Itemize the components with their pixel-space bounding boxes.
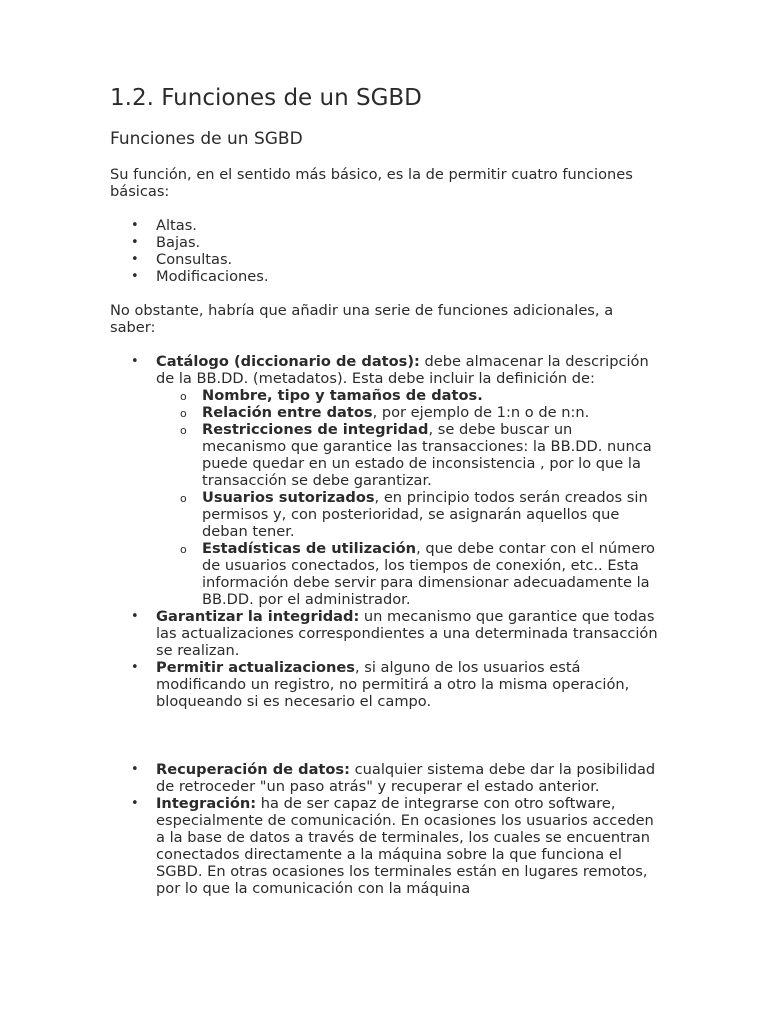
document-page <box>110 84 658 897</box>
sublist-item <box>156 404 658 421</box>
more-functions-list <box>110 761 658 897</box>
sublist-item <box>156 489 658 540</box>
item-term: Catálogo (diccionario de datos): <box>156 353 420 370</box>
list-item-integration <box>110 795 658 897</box>
item-text: un mecanismo que garantice que todas las actualizaciones correspondientes a una determinada transacción se realizan. <box>156 608 658 659</box>
item-text: ha de ser capaz de integrarse con otro software, especialmente de comunicación. En ocasiones los usuarios acceden a la base de datos a través de terminales, los cuales se encuentran conectados directamente a la máquina sobre la que funciona el SGBD. En otras ocasiones los terminales están en lugares remotos, por lo que la comunicación con la máquina <box>156 795 654 897</box>
page-title: 1.2. Funciones de un SGBD <box>110 85 422 111</box>
list-item-recovery <box>110 761 658 795</box>
item-term: Relación entre datos <box>202 404 373 421</box>
item-term: Garantizar la integridad: <box>156 608 360 625</box>
section-heading: Funciones de un SGBD <box>110 129 303 149</box>
list-item: • Consultas. <box>110 251 658 268</box>
item-term: Recuperación de datos: <box>156 761 350 778</box>
item-text: debe almacenar la descripción de la BB.DD. (metadatos). Esta debe incluir la definición de: <box>156 353 649 387</box>
intro-paragraph: Su función, en el sentido más básico, es la de permitir cuatro funciones básicas: <box>110 166 633 200</box>
item-text: , si alguno de los usuarios está modificando un registro, no permitirá a otro la misma operación, bloqueando si es necesario el campo. <box>156 659 630 710</box>
list-item: • Modificaciones. <box>110 268 658 285</box>
item-term: Restricciones de integridad <box>202 421 429 438</box>
blank-gap <box>110 710 658 761</box>
catalog-sublist <box>156 387 658 608</box>
list-item: • Bajas. <box>110 234 658 251</box>
item-text: , que debe contar con el número de usuarios conectados, los tiempos de conexión, etc.. Esta información debe servir para dimensionar adecuadamente la BB.DD. por el administrador. <box>202 540 655 608</box>
item-text: , en principio todos serán creados sin permisos y, con posterioridad, se asignarán aquellos que deban tener. <box>202 489 648 540</box>
item-term: Estadísticas de utilización <box>202 540 417 557</box>
additional-functions-list <box>110 353 658 710</box>
item-term: Usuarios sutorizados <box>202 489 375 506</box>
list-item-catalog <box>110 353 658 608</box>
list-item-updates <box>110 659 658 710</box>
item-text: cualquier sistema debe dar la posibilidad de retroceder "un paso atrás" y recuperar el estado anterior. <box>156 761 656 795</box>
additional-intro-paragraph: No obstante, habría que añadir una serie de funciones adicionales, a saber: <box>110 302 614 336</box>
sublist-item <box>156 421 658 489</box>
basic-functions-list <box>110 217 658 285</box>
list-item: • Altas. <box>110 217 658 234</box>
sublist-item <box>156 540 658 608</box>
item-text: , por ejemplo de 1:n o de n:n. <box>372 404 590 421</box>
list-item-integrity <box>110 608 658 659</box>
item-text: , se debe buscar un mecanismo que garantice las transacciones: la BB.DD. nunca puede quedar en un estado de inconsistencia , por lo que la transacción se debe garantizar. <box>202 421 652 489</box>
item-term: Permitir actualizaciones <box>156 659 355 676</box>
sublist-item <box>156 387 658 404</box>
item-term: Nombre, tipo y tamaños de datos. <box>202 387 483 404</box>
item-term: Integración: <box>156 795 257 812</box>
